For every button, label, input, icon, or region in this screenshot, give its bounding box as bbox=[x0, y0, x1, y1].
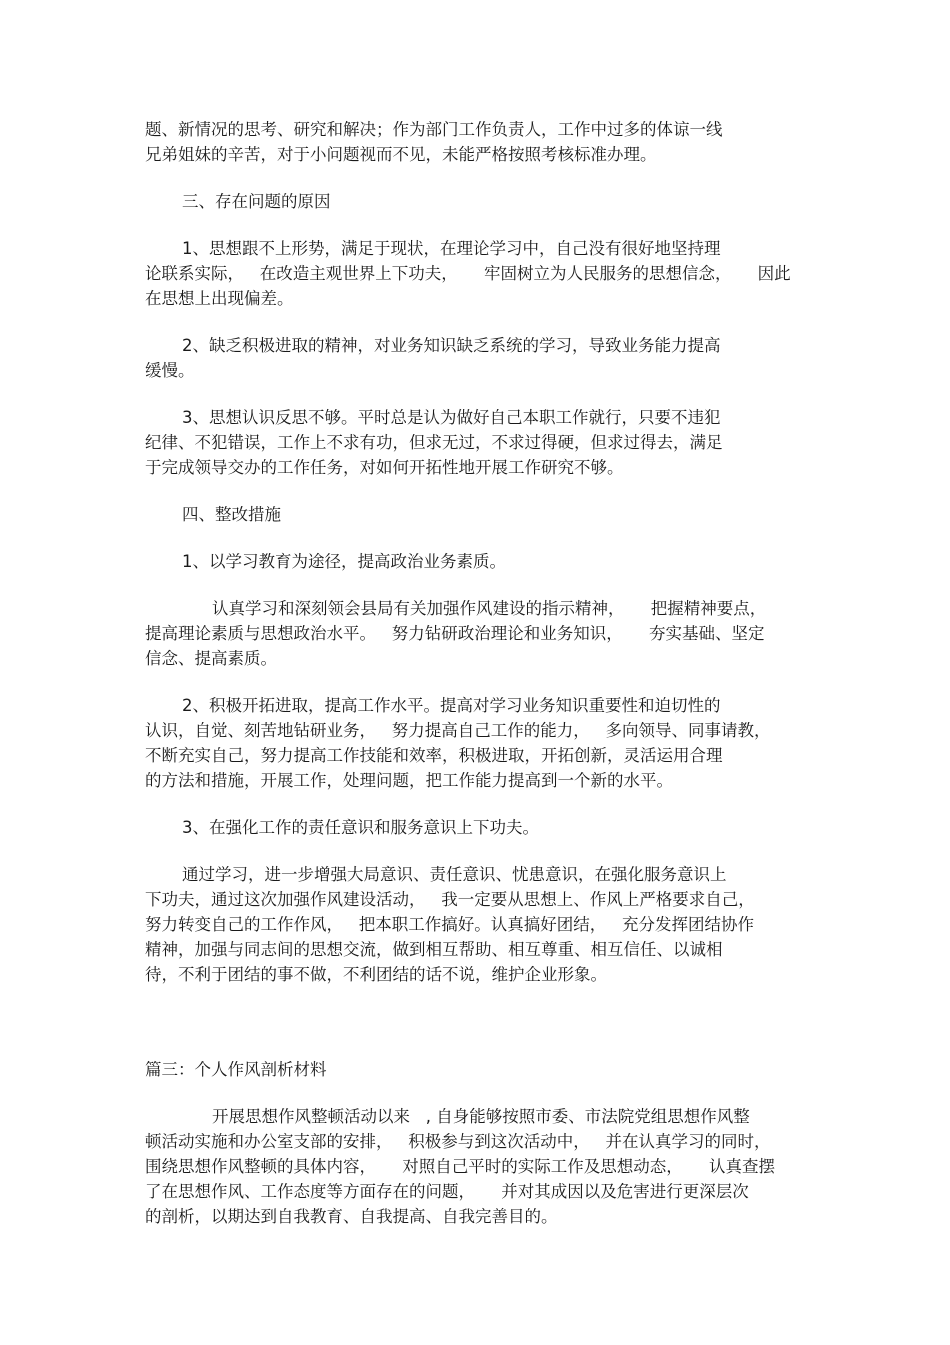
text-line: 开展思想作风整顿活动以来 , 自身能够按照市委、市法院党组思想作风整 bbox=[212, 1107, 750, 1126]
text-line: 待，不利于团结的事不做，不利团结的话不说，维护企业形象。 bbox=[145, 965, 607, 984]
text-line: 认识，自觉、刻苦地钻研业务， 努力提高自己工作的能力， 多向领导、同事请教， bbox=[145, 721, 771, 740]
text-line: 于完成领导交办的工作任务，对如何开拓性地开展工作研究不够。 bbox=[145, 458, 624, 477]
text-line: 纪律、不犯错误，工作上不求有功，但求无过，不求过得硬，但求过得去，满足 bbox=[145, 433, 723, 452]
text-line: 通过学习，进一步增强大局意识、责任意识、忧患意识，在强化服务意识上 bbox=[182, 865, 727, 884]
text-line: 的方法和措施，开展工作，处理问题，把工作能力提高到一个新的水平。 bbox=[145, 771, 673, 790]
text-line: 不断充实自己，努力提高工作技能和效率，积极进取，开拓创新，灵活运用合理 bbox=[145, 746, 723, 765]
text-line: 了在思想作风、工作态度等方面存在的问题， 并对其成因以及危害进行更深层次 bbox=[145, 1182, 749, 1201]
text-line: 3、在强化工作的责任意识和服务意识上下功夫。 bbox=[182, 818, 539, 837]
text-line: 2、积极开拓进取，提高工作水平。提高对学习业务知识重要性和迫切性的 bbox=[182, 696, 721, 715]
text-line: 认真学习和深刻领会县局有关加强作风建设的指示精神， 把握精神要点， bbox=[212, 599, 767, 618]
text-line: 缓慢。 bbox=[145, 361, 195, 380]
text-line: 论联系实际， 在改造主观世界上下功夫， 牢固树立为人民服务的思想信念， 因此 bbox=[145, 264, 791, 283]
text-line: 顿活动实施和办公室支部的安排， 积极参与到这次活动中， 并在认真学习的同时， bbox=[145, 1132, 771, 1151]
text-line: 在思想上出现偏差。 bbox=[145, 289, 294, 308]
text-line: 围绕思想作风整顿的具体内容， 对照自己平时的实际工作及思想动态， 认真查摆 bbox=[145, 1157, 775, 1176]
text-line: 3、思想认识反思不够。平时总是认为做好自己本职工作就行，只要不违犯 bbox=[182, 408, 721, 427]
section-heading: 三、存在问题的原因 bbox=[182, 192, 331, 211]
text-line: 兄弟姐妹的辛苦，对于小问题视而不见，未能严格按照考核标准办理。 bbox=[145, 145, 657, 164]
text-line: 1、以学习教育为途径，提高政治业务素质。 bbox=[182, 552, 506, 571]
text-line: 题、新情况的思考、研究和解决；作为部门工作负责人，工作中过多的体谅一线 bbox=[145, 120, 723, 139]
section-heading: 四、整改措施 bbox=[182, 505, 281, 524]
text-line: 努力转变自己的工作作风， 把本职工作搞好。认真搞好团结， 充分发挥团结协作 bbox=[145, 915, 754, 934]
text-line: 精神，加强与同志间的思想交流，做到相互帮助、相互尊重、相互信任、以诚相 bbox=[145, 940, 723, 959]
text-line: 信念、提高素质。 bbox=[145, 649, 277, 668]
text-line: 下功夫，通过这次加强作风建设活动， 我一定要从思想上、作风上严格要求自己， bbox=[145, 890, 755, 909]
text-line: 1、思想跟不上形势，满足于现状，在理论学习中，自己没有很好地坚持理 bbox=[182, 239, 721, 258]
text-line: 的剖析，以期达到自我教育、自我提高、自我完善目的。 bbox=[145, 1207, 558, 1226]
text-line: 2、缺乏积极进取的精神，对业务知识缺乏系统的学习，导致业务能力提高 bbox=[182, 336, 721, 355]
chapter-title: 篇三：个人作风剖析材料 bbox=[145, 1060, 327, 1079]
text-line: 提高理论素质与思想政治水平。 努力钻研政治理论和业务知识， 夯实基础、坚定 bbox=[145, 624, 765, 643]
